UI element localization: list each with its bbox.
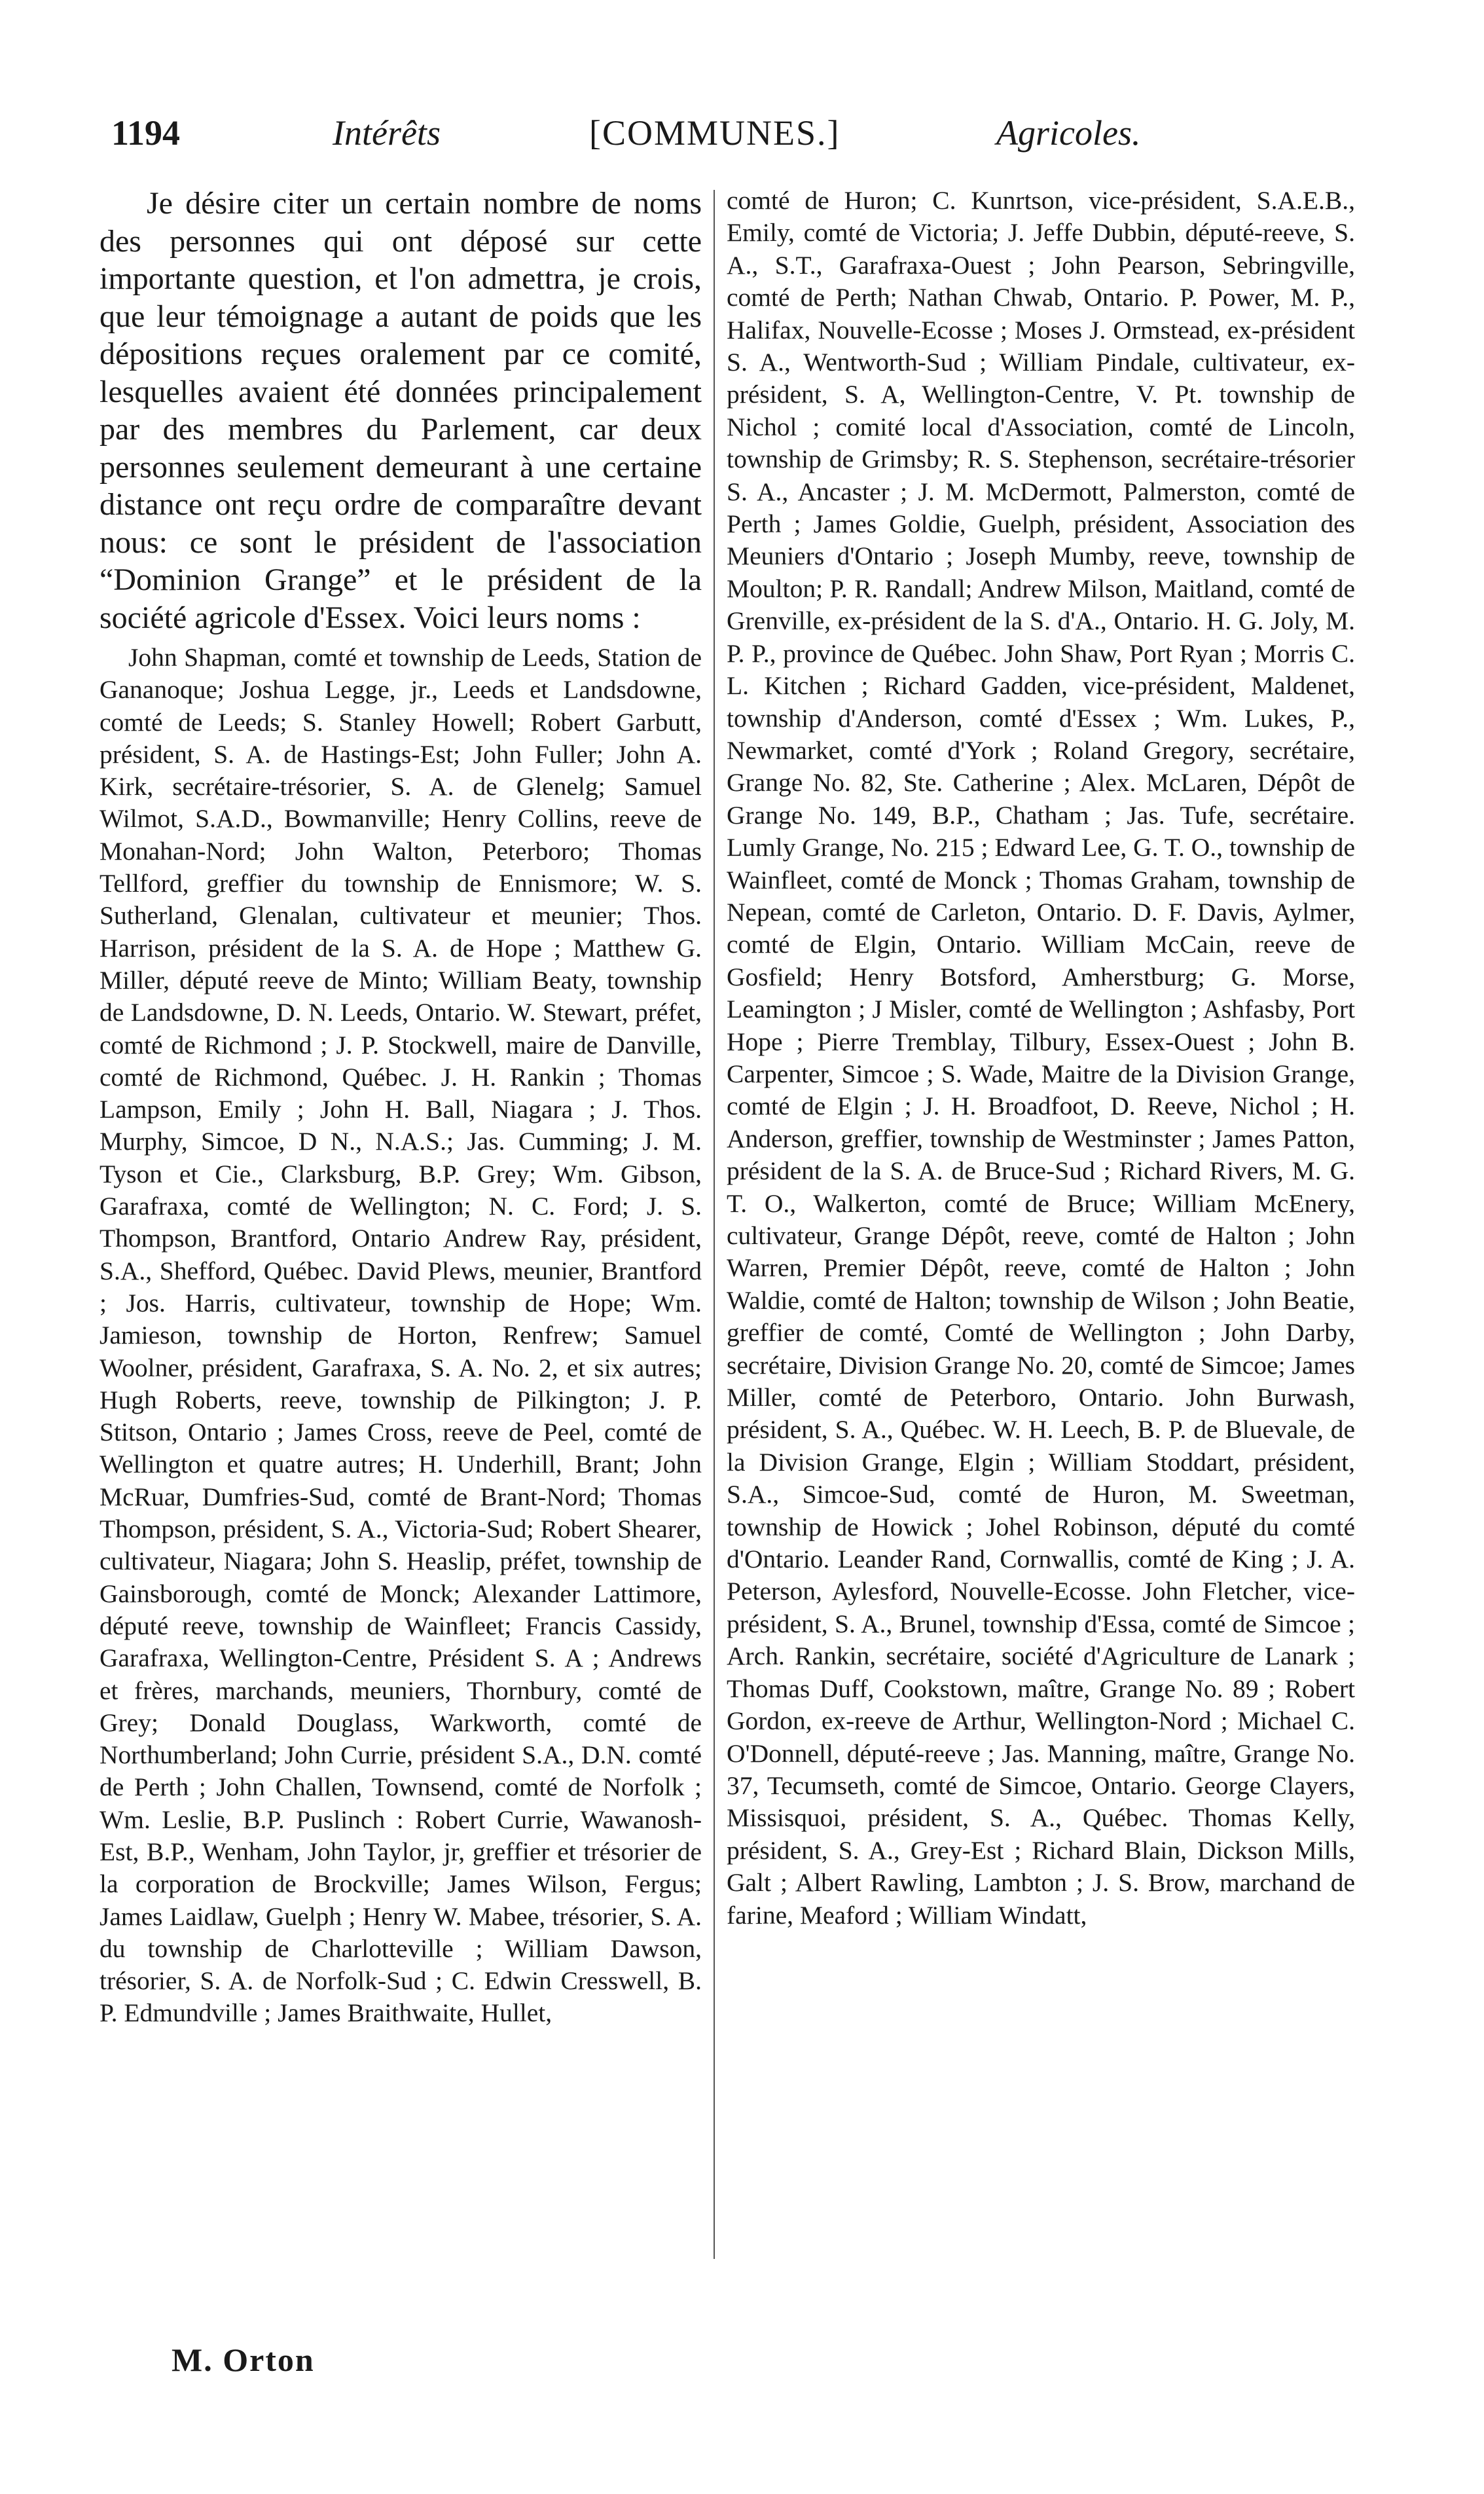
page-header (111, 113, 1365, 165)
running-head-right: Agricoles. (996, 113, 1141, 153)
page-number: 1194 (111, 113, 181, 153)
names-list-right: comté de Huron; C. Kunrtson, vice-président, S.A.E.B., Emily, comté de Victoria; J. Jeffe Dubbin, député-reeve, S. A., S.T., Garafraxa-Ouest ; John Pearson, Sebringville, comté de Perth; Nathan Chwab, Ontario. P. Power, M. P., Halifax, Nouvelle-Ecosse ; Moses J. Ormstead, ex-président S. A., Wentworth-Sud ; William Pindale, cultivateur, ex-président, S. A, Wellington-Centre, V. Pt. township de Nichol ; comité local d'Association, comté de Lincoln, township de Grimsby; R. S. Stephenson, secrétaire-trésorier S. A., Ancaster ; J. M. McDermott, Palmerston, comté de Perth ; James Goldie, Guelph, président, Association des Meuniers d'Ontario ; Joseph Mumby, reeve, township de Moulton; P. R. Randall; Andrew Milson, Maitland, comté de Grenville, ex-président de la S. d'A., Ontario. H. G. Joly, M. P. P., province de Québec. John Shaw, Port Ryan ; Morris C. L. Kitchen ; Richard Gadden, vice-président, Maldenet, township d'Anderson, comté d'Essex ; Wm. Lukes, P., Newmarket, comté d'York ; Roland Gregory, secrétaire, Grange No. 82, Ste. Catherine ; Alex. McLaren, Dépôt de Grange No. 149, B.P., Chatham ; Jas. Tufe, secrétaire. Lumly Grange, No. 215 ; Edward Lee, G. T. O., township de Wainfleet, comté de Monck ; Thomas Graham, township de Nepean, comté de Carleton, Ontario. D. F. Davis, Aylmer, comté de Elgin, Ontario. William McCain, reeve de Gosfield; Henry Botsford, Amherstburg; G. Morse, Leamington ; J Misler, comté de Wellington ; Ashfasby, Port Hope ; Pierre Tremblay, Tilbury, Essex-Ouest ; John B. Carpenter, Simcoe ; S. Wade, Maitre de la Division Grange, comté de Elgin ; J. H. Broadfoot, D. Reeve, Nichol ; H. Anderson, greffier, township de Westminster ; James Patton, président de la S. A. de Bruce-Sud ; Richard Rivers, M. G. T. O., Walkerton, comté de Bruce; William McEnery, cultivateur, Grange Dépôt, reeve, comté de Halton ; John Warren, Premier Dépôt, reeve, comté de Halton ; John Waldie, comté de Halton; township de Wilson ; John Beatie, greffier de comté, Comté de Wellington ; John Darby, secrétaire, Division Grange No. 20, comté de Simcoe; James Miller, comté de Peterboro, Ontario. John Burwash, président, S. A., Québec. W. H. Leech, B. P. de Bluevale, de la Division Grange, Elgin ; William Stoddart, président, S.A., Simcoe-Sud, comté de Huron, M. Sweetman, township de Howick ; Johel Robinson, député du comté d'Ontario. Leander Rand, Cornwallis, comté de King ; J. A. Peterson, Aylesford, Nouvelle-Ecosse. John Fletcher, vice-président, S. A., Brunel, township d'Essa, comté de Simcoe ; Arch. Rankin, secrétaire, société d'Agriculture de Lanark ; Thomas Duff, Cookstown, maître, Grange No. 89 ; Robert Gordon, ex-reeve de Arthur, Wellington-Nord ; Michael C. O'Donnell, député-reeve ; Jas. Manning, maître, Grange No. 37, Tecumseth, comté de Simcoe, Ontario. George Clayers, Missisquoi, président, S. A., Québec. Thomas Kelly, président, S. A., Grey-Est ; Richard Blain, Dickson Mills, Galt ; Albert Rawling, Lambton ; J. S. Brow, marchand de farine, Meaford ; William Windatt, (727, 186, 1355, 1930)
column-divider (714, 190, 715, 2259)
speaker-name: M. Orton (172, 2341, 315, 2378)
right-column (727, 185, 1355, 1932)
intro-paragraph: Je désire citer un certain nombre de noms des personnes qui ont déposé sur cette importante question, et l'on admettra, je crois, que leur témoignage a autant de poids que les dépositions reçues oralement par ce comité, lesquelles avaient été données principalement par des membres du Parlement, car deux personnes seulement demeurant à une certaine distance ont reçu ordre de comparaître devant nous: ce sont le président de l'association “Dominion Grange” et le président de la société agricole d'Essex. Voici leurs noms : (100, 186, 702, 635)
running-head-center: [COMMUNES.] (589, 113, 841, 153)
names-list-left: John Shapman, comté et township de Leeds, Station de Gananoque; Joshua Legge, jr., Leeds et Landsdowne, comté de Leeds; S. Stanley Howell; Robert Garbutt, président, S. A. de Hastings-Est; John Fuller; John A. Kirk, secrétaire-trésorier, S. A. de Glenelg; Samuel Wilmot, S.A.D., Bowmanville; Henry Collins, reeve de Monahan-Nord; John Walton, Peterboro; Thomas Tellford, greffier du township de Ennismore; W. S. Sutherland, Glenalan, cultivateur et meunier; Thos. Harrison, président de la S. A. de Hope ; Matthew G. Miller, député reeve de Minto; William Beaty, township de Landsdowne, D. N. Leeds, Ontario. W. Stewart, préfet, comté de Richmond ; J. P. Stockwell, maire de Danville, comté de Richmond, Québec. J. H. Rankin ; Thomas Lampson, Emily ; John H. Ball, Niagara ; J. Thos. Murphy, Simcoe, D N., N.A.S.; Jas. Cumming; J. M. Tyson et Cie., Clarksburg, B.P. Grey; Wm. Gibson, Garafraxa, comté de Wellington; N. C. Ford; J. S. Thompson, Brantford, Ontario Andrew Ray, président, S.A., Shefford, Québec. David Plews, meunier, Brantford ; Jos. Harris, cultivateur, township de Hope; Wm. Jamieson, township de Horton, Renfrew; Samuel Woolner, président, Garafraxa, S. A. No. 2, et six autres; Hugh Roberts, reeve, township de Pilkington; J. P. Stitson, Ontario ; James Cross, reeve de Peel, comté de Wellington et quatre autres; H. Underhill, Brant; John McRuar, Dumfries-Sud, comté de Brant-Nord; Thomas Thompson, président, S. A., Victoria-Sud; Robert Shearer, cultivateur, Niagara; John S. Heaslip, préfet, township de Gainsborough, comté de Monck; Alexander Lattimore, député reeve, township de Wainfleet; Francis Cassidy, Garafraxa, Wellington-Centre, Président S. A ; Andrews et frères, marchands, meuniers, Thornbury, comté de Grey; Donald Douglass, Warkworth, comté de Northumberland; John Currie, président S.A., D.N. comté de Perth ; John Challen, Townsend, comté de Norfolk ; Wm. Leslie, B.P. Puslinch : Robert Currie, Wawanosh-Est, B.P., Wenham, John Taylor, jr, greffier et trésorier de la corporation de Brockville; James Wilson, Fergus; James Laidlaw, Guelph ; Henry W. Mabee, trésorier, S. A. du township de Charlotteville ; William Dawson, trésorier, S. A. de Norfolk-Sud ; C. Edwin Cresswell, B. P. Edmundville ; James Braithwaite, Hullet, (100, 643, 702, 2028)
running-head-left: Intérêts (333, 113, 441, 153)
left-column (100, 185, 702, 2030)
